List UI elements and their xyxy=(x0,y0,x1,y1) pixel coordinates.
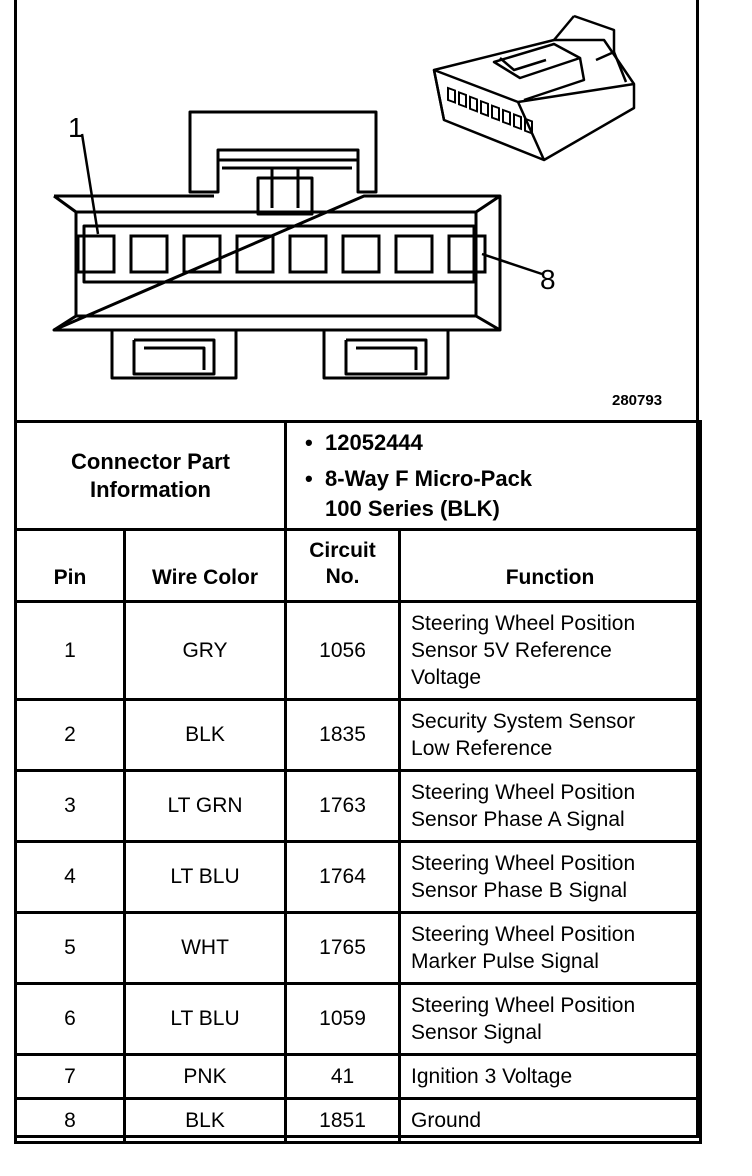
cell-function-line: Sensor Phase B Signal xyxy=(411,879,627,902)
cell-function-line: Steering Wheel Position xyxy=(411,994,636,1017)
cell-function xyxy=(400,602,701,700)
pin-cavity xyxy=(290,236,326,272)
header-circuit-line2: No. xyxy=(325,565,360,588)
latch-window xyxy=(258,178,312,214)
connector-table xyxy=(14,420,702,1144)
pin-cavity xyxy=(131,236,167,272)
connector-info-title xyxy=(16,422,286,530)
connector-foot-right xyxy=(324,330,448,378)
connector-info-title-line2: Information xyxy=(90,476,211,502)
cell-wire-color: BLK xyxy=(125,1099,286,1143)
cell-function-line: Steering Wheel Position xyxy=(411,781,636,804)
table-row xyxy=(16,771,701,842)
figure-number: 280793 xyxy=(612,392,663,409)
cell-circuit: 41 xyxy=(286,1055,400,1099)
pin-cavity xyxy=(343,236,379,272)
table-row xyxy=(16,842,701,913)
sketch-pin-cavity xyxy=(448,88,455,103)
cell-function xyxy=(400,771,701,842)
cell-circuit: 1056 xyxy=(286,602,400,700)
cell-function xyxy=(400,842,701,913)
table-row xyxy=(16,1055,701,1099)
cell-function-line: Ground xyxy=(411,1109,482,1132)
cell-circuit: 1835 xyxy=(286,700,400,771)
cell-function-line: Voltage xyxy=(411,666,482,689)
table-header-row xyxy=(16,530,701,602)
sketch-pin-cavity xyxy=(481,101,488,116)
cell-wire-color: WHT xyxy=(125,913,286,984)
cell-wire-color: LT GRN xyxy=(125,771,286,842)
cell-function-line: Security System Sensor xyxy=(411,710,636,733)
pin1-leader xyxy=(82,134,98,234)
cell-function-line: Steering Wheel Position xyxy=(411,612,636,635)
table-row xyxy=(16,602,701,700)
cell-wire-color: PNK xyxy=(125,1055,286,1099)
sketch-pin-cavity xyxy=(503,110,510,125)
cell-wire-color: LT BLU xyxy=(125,842,286,913)
header-circuit-line1: Circuit xyxy=(309,539,376,562)
cell-circuit: 1851 xyxy=(286,1099,400,1143)
sketch-pin-cavity xyxy=(459,92,466,107)
connector-foot-left xyxy=(112,330,236,378)
cell-pin: 8 xyxy=(16,1099,125,1143)
sketch-pin-cavity xyxy=(492,106,499,121)
cell-pin: 3 xyxy=(16,771,125,842)
pin-cavity xyxy=(449,236,485,272)
pin8-label: 8 xyxy=(540,264,556,295)
connector-info-details: • 12052444 • 8-Way F Micro-Pack 100 Series (BLK) xyxy=(286,422,701,530)
cell-wire-color: LT BLU xyxy=(125,984,286,1055)
header-wire-color: Wire Color xyxy=(125,530,286,602)
table-row xyxy=(16,1099,701,1143)
cell-pin: 5 xyxy=(16,913,125,984)
pin-cavities xyxy=(78,236,485,272)
pin-cavity xyxy=(396,236,432,272)
connector-description-line2: 100 Series (BLK) xyxy=(325,495,500,521)
cell-circuit: 1763 xyxy=(286,771,400,842)
table-row xyxy=(16,913,701,984)
cell-function-line: Steering Wheel Position xyxy=(411,923,636,946)
pin8-leader xyxy=(482,254,542,274)
pin1-label: 1 xyxy=(68,112,84,143)
sketch-pin-cavity xyxy=(470,97,477,112)
cell-function xyxy=(400,984,701,1055)
cell-wire-color: BLK xyxy=(125,700,286,771)
cell-pin: 2 xyxy=(16,700,125,771)
pin-cavity xyxy=(237,236,273,272)
cell-function-line: Sensor Signal xyxy=(411,1021,542,1044)
header-function: Function xyxy=(400,530,701,602)
sketch-pin-cavity xyxy=(514,114,521,129)
header-pin: Pin xyxy=(16,530,125,602)
cell-function-line: Low Reference xyxy=(411,737,553,760)
cell-function xyxy=(400,1099,701,1143)
connector-diagram xyxy=(14,0,699,420)
cell-circuit: 1765 xyxy=(286,913,400,984)
cell-function-line: Marker Pulse Signal xyxy=(411,950,599,973)
cell-function-line: Steering Wheel Position xyxy=(411,852,636,875)
cell-function xyxy=(400,700,701,771)
connector-info-row xyxy=(16,422,701,530)
table-row xyxy=(16,700,701,771)
header-circuit xyxy=(286,530,400,602)
cell-function-line: Sensor Phase A Signal xyxy=(411,808,625,831)
cell-circuit: 1764 xyxy=(286,842,400,913)
cell-wire-color: GRY xyxy=(125,602,286,700)
cell-function xyxy=(400,913,701,984)
connector-info-title-line1: Connector Part xyxy=(71,448,230,474)
part-number: 12052444 xyxy=(325,429,423,455)
table-row xyxy=(16,984,701,1055)
cell-circuit: 1059 xyxy=(286,984,400,1055)
cell-function-line: Sensor 5V Reference xyxy=(411,639,612,662)
connector-3d-sketch xyxy=(434,16,634,160)
table-body xyxy=(16,602,701,1143)
cell-pin: 4 xyxy=(16,842,125,913)
cell-function xyxy=(400,1055,701,1099)
cell-pin: 6 xyxy=(16,984,125,1055)
cell-function-line: Ignition 3 Voltage xyxy=(411,1065,573,1088)
cell-pin: 1 xyxy=(16,602,125,700)
connector-description-line1: 8-Way F Micro-Pack xyxy=(325,465,533,491)
cell-pin: 7 xyxy=(16,1055,125,1099)
